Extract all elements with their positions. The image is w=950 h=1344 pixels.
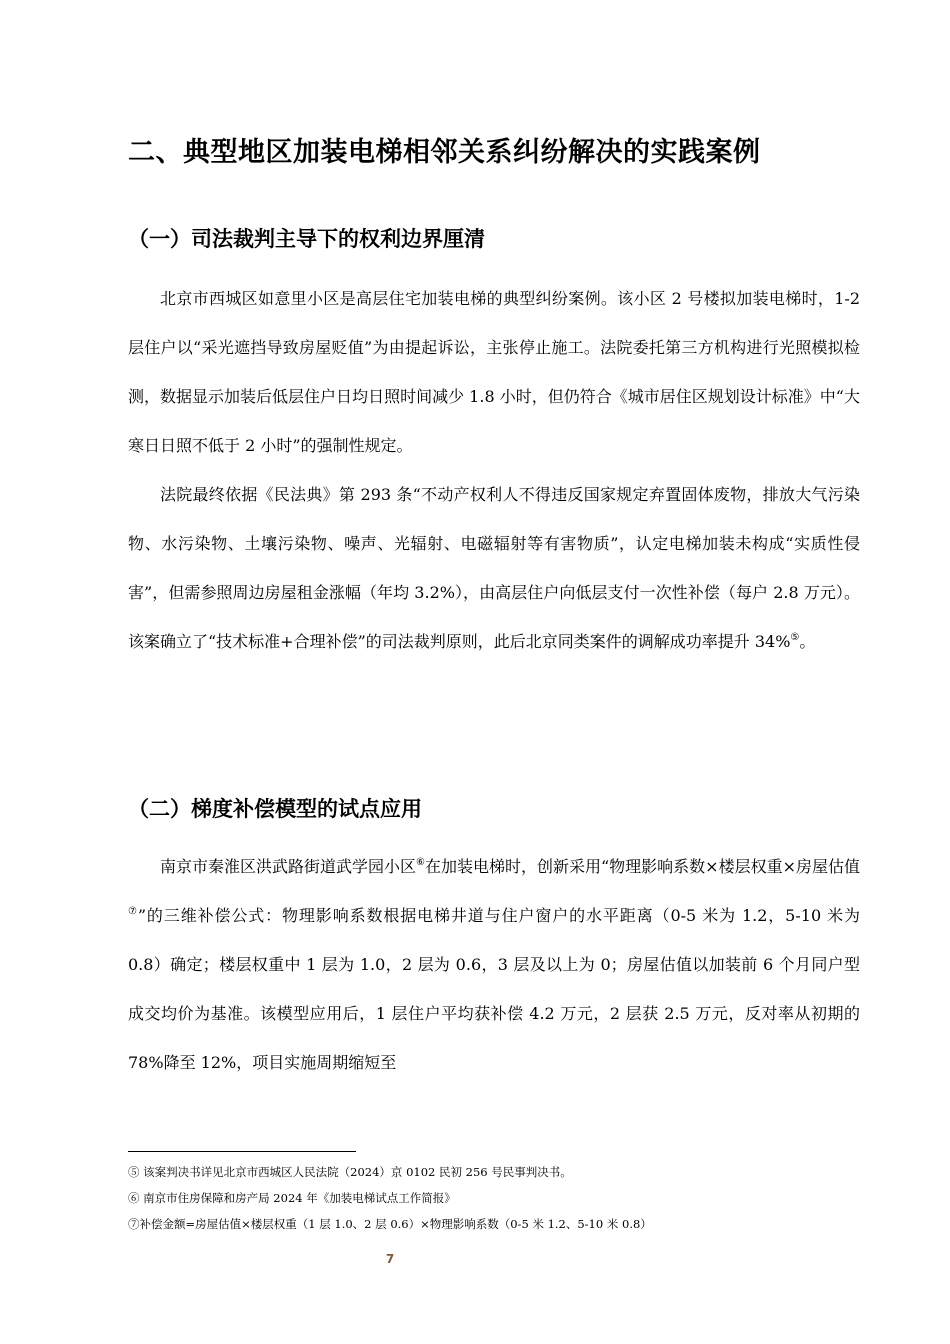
section-a-body: [128, 274, 860, 666]
footnote-6: [128, 1185, 868, 1211]
footnote-7-text: 补偿金额=房屋估值×楼层权重（1 层 1.0、2 层 0.6）×物理影响系数（0-5 米 1.2、5-10 米 0.8）: [139, 1217, 652, 1231]
footnote-ref-6[interactable]: ⑥: [416, 857, 425, 868]
section-b-paragraph-1: [128, 842, 860, 1087]
section-b-text-2: 在加装电梯时，创新采用“物理影响系数×楼层权重×房屋估值: [424, 857, 860, 876]
footnote-ref-7[interactable]: ⑦: [128, 906, 138, 917]
chapter-heading: 二、典型地区加装电梯相邻关系纠纷解决的实践案例: [128, 137, 761, 168]
section-b-title: （二）梯度补偿模型的试点应用: [128, 797, 422, 821]
footnote-5-mark: ⑤: [128, 1165, 140, 1179]
footnote-ref-5[interactable]: ⑤: [790, 632, 800, 643]
footnote-6-mark: ⑥: [128, 1191, 140, 1205]
footnotes: [128, 1159, 868, 1237]
section-a-title: （一）司法裁判主导下的权利边界厘清: [128, 227, 485, 251]
footnote-separator: [128, 1151, 356, 1152]
section-a-paragraph-2-text: 法院最终依据《民法典》第 293 条“不动产权利人不得违反国家规定弃置固体废物，排放大气污染物、水污染物、土壤污染物、噪声、光辐射、电磁辐射等有害物质”，认定电梯加装未构成“实质性侵害”，但需参照周边房屋租金涨幅（年均 3.2%），由高层住户向低层支付一次性补偿（每户 2.8 万元）。该案确立了“技术标准+合理补偿”的司法裁判原则，此后北京同类案件的调解成功率提升 34%: [128, 485, 860, 651]
footnote-7-mark: ⑦: [128, 1217, 140, 1231]
footnote-5-text: 该案判决书详见北京市西城区人民法院（2024）京 0102 民初 256 号民事判决书。: [139, 1165, 572, 1179]
section-b-text-1: 南京市秦淮区洪武路街道武学园小区: [160, 857, 417, 876]
footnote-7: [128, 1211, 868, 1237]
footnote-5: [128, 1159, 868, 1185]
footnote-6-text: 南京市住房保障和房产局 2024 年《加装电梯试点工作简报》: [139, 1191, 456, 1205]
page-number: 7: [385, 1252, 395, 1266]
section-b-body: [128, 842, 860, 1087]
section-a-paragraph-2: [128, 470, 860, 666]
section-a-paragraph-2-end: 。: [799, 632, 816, 651]
section-a-paragraph-1: 北京市西城区如意里小区是高层住宅加装电梯的典型纠纷案例。该小区 2 号楼拟加装电梯时，1-2 层住户以“采光遮挡导致房屋贬值”为由提起诉讼，主张停止施工。法院委托第三方机构进行光照模拟检测，数据显示加装后低层住户日均日照时间减少 1.8 小时，但仍符合《城市居住区规划设计标准》中“大寒日日照不低于 2 小时”的强制性规定。: [128, 289, 860, 455]
section-b-text-3: ”的三维补偿公式：物理影响系数根据电梯井道与住户窗户的水平距离（0-5 米为 1.2，5-10 米为 0.8）确定；楼层权重中 1 层为 1.0，2 层为 0.6，3 层及以上为 0；房屋估值以加装前 6 个月同户型成交均价为基准。该模型应用后，1 层住户平均获补偿 4.2 万元，2 层获 2.5 万元，反对率从初期的 78%降至 12%，项目实施周期缩短至: [128, 906, 860, 1072]
